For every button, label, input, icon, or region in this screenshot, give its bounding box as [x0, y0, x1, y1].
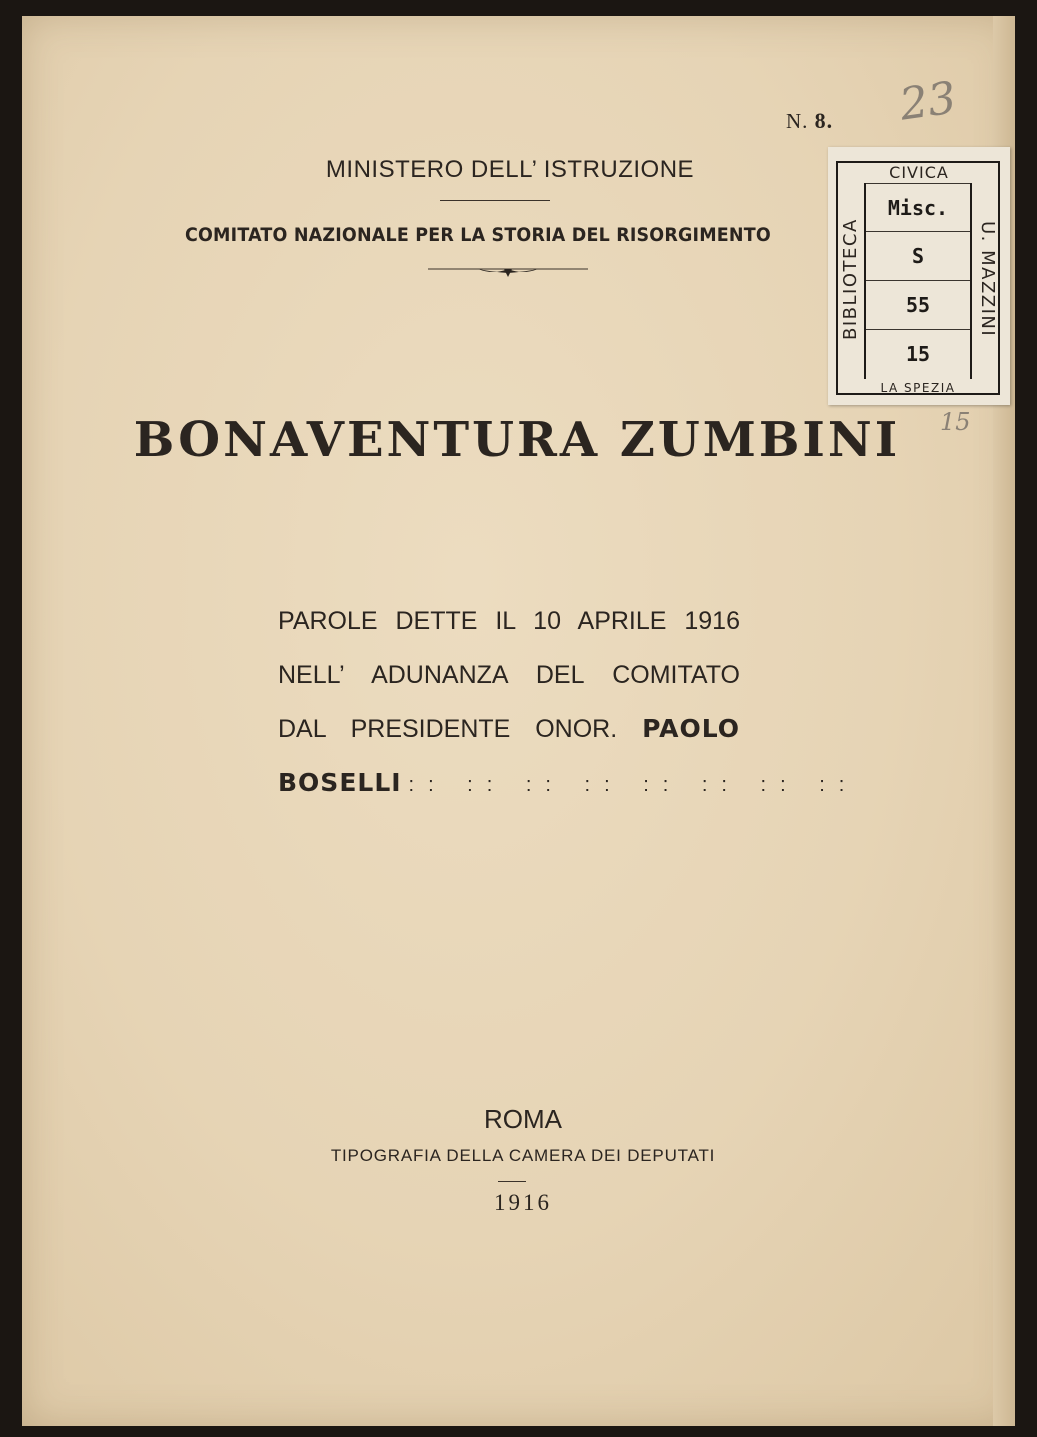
- label-bottom-word: LA SPEZIA: [880, 381, 956, 395]
- label-cell-item: 15: [905, 342, 931, 366]
- document-title: BONAVENTURA ZUMBINI: [133, 412, 901, 468]
- speaker-last-name: BOSELLI: [278, 768, 402, 797]
- series-number-prefix: N.: [786, 109, 809, 133]
- pencil-annotation: 23: [896, 72, 960, 131]
- label-left-side: BIBLIOTECA: [840, 218, 861, 340]
- imprint-press: TIPOGRAFIA DELLA CAMERA DEI DEPUTATI: [330, 1146, 716, 1165]
- pencil-annotation-small: 15: [940, 408, 971, 436]
- label-grid: [864, 183, 972, 379]
- speech-line-3-plain: DAL PRESIDENTE ONOR.: [278, 715, 618, 743]
- label-top-word: CIVICA: [889, 163, 949, 182]
- ministry-heading: MINISTERO DELL’ ISTRUZIONE: [325, 156, 695, 183]
- imprint-divider: [498, 1181, 526, 1182]
- speech-line-1: PAROLE DETTE IL 10 APRILE 1916: [278, 607, 740, 635]
- speech-description: [278, 594, 859, 812]
- series-number-value: 8.: [814, 108, 834, 133]
- speech-line-2: NELL’ ADUNANZA DEL COMITATO: [278, 661, 740, 689]
- line-filler: :: :: :: :: :: :: :: ::: [408, 774, 859, 796]
- label-right-side: U. MAZZINI: [977, 220, 998, 338]
- ornament-divider-icon: [428, 263, 588, 279]
- imprint-city: ROMA: [484, 1104, 562, 1134]
- label-cell-shelf: 55: [866, 281, 970, 330]
- divider-rule: [440, 200, 550, 201]
- library-shelf-label: [828, 147, 1010, 405]
- series-number: [786, 108, 833, 134]
- label-cell-collection: Misc.: [866, 183, 970, 232]
- imprint-year: 1916: [494, 1190, 552, 1215]
- committee-heading: COMITATO NAZIONALE PER LA STORIA DEL RISORGIMENTO: [185, 224, 771, 246]
- speech-line-3: [278, 702, 740, 756]
- speaker-first-name: PAOLO: [642, 714, 740, 743]
- label-cell-section: S: [866, 232, 970, 281]
- document-page: [22, 16, 1015, 1426]
- speech-line-4: [278, 756, 859, 812]
